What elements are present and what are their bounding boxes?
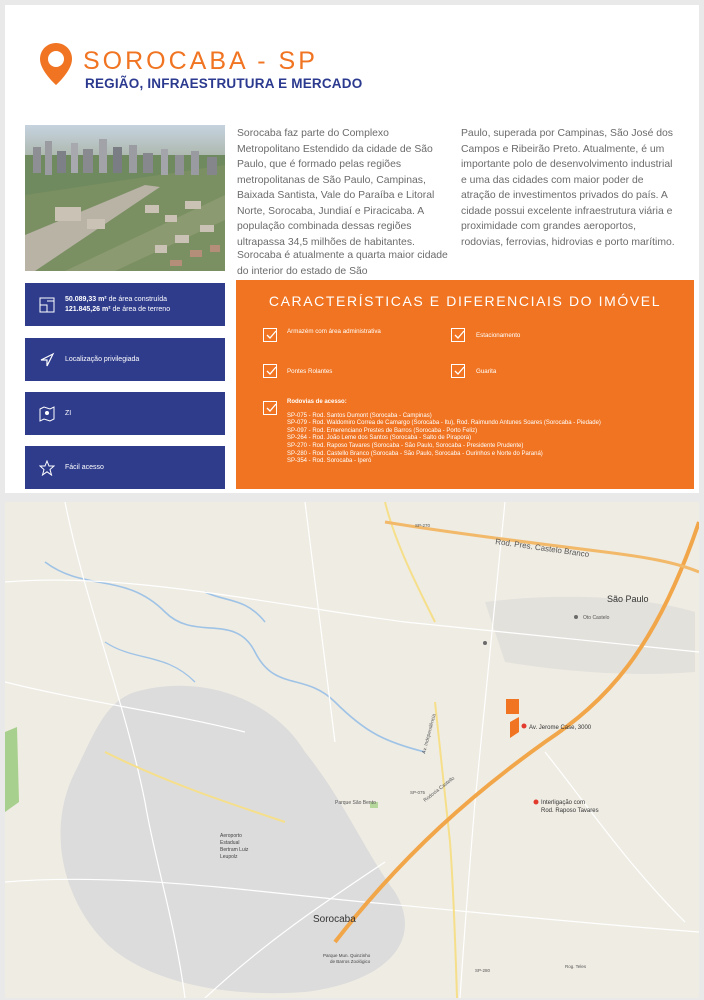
map-label-road: SP-270 <box>415 523 431 528</box>
access-roads-list <box>287 399 601 466</box>
navigation-arrow-icon <box>39 352 55 368</box>
road-item: SP-097 - Rod. Emerenciano Prestes de Barros (Sorocaba - Porto Feliz) <box>287 427 478 434</box>
features-title: CARACTERÍSTICAS E DIFERENCIAIS DO IMÓVEL <box>268 293 662 309</box>
floor-plan-icon <box>39 297 55 313</box>
area-land-value: 121.845,26 m² <box>65 305 111 313</box>
page-subtitle: REGIÃO, INFRAESTRUTURA E MERCADO <box>85 76 363 91</box>
map-label-airport: Leupolz <box>220 854 238 860</box>
map-label-bairro: Parque São Bento <box>335 800 376 806</box>
checkbox-icon <box>451 364 465 378</box>
zone-highlight-box <box>25 392 225 435</box>
map-label-parque: Parque Mun. Quinzinho <box>323 953 371 958</box>
road-item: SP-270 - Rod. Raposo Tavares (Sorocaba - São Paulo, Sorocaba - Presidente Prudente) <box>287 442 524 449</box>
checkbox-icon <box>263 328 277 342</box>
location-pin-icon <box>38 41 74 87</box>
checkbox-icon <box>263 401 277 415</box>
intro-paragraph-1: Sorocaba faz parte do Complexo Metropolitano Estendido da cidade de São Paulo, que é formado pelas regiões metropolitanas de São Paulo, Campinas, Baixada Santista, Vale do Paraíba e Litoral Norte, Sorocaba, Jundiaí e Piracicaba. A população combinada dessas regiões ultrapassa 34,5 milhões de habitantes. <box>237 128 435 248</box>
intro-paragraph-3: Paulo, superada por Campinas, São José dos Campos e Ribeirão Preto. Atualmente, é um importante polo de desenvolvimento industrial e uma das cidades com maior poder de atração de investimentos privados do país. A cidade possui excelente infraestrutura viária e proximidade com grandes aeroportos, rodovias, ferrovias, hidrovias e porto marítimo. <box>461 128 675 248</box>
region-map <box>5 502 699 998</box>
map-label-castelo: Rod. Pres. Castelo Branco <box>494 537 590 560</box>
brochure-page <box>5 5 699 493</box>
map-label-independencia: Av. Independência <box>421 713 438 755</box>
location-label: Localização privilegiada <box>65 355 140 363</box>
roads-title: Rodovias de acesso: <box>287 399 347 405</box>
map-label-airport: Aeroporto <box>220 833 242 839</box>
road-item: SP-354 - Rod. Sorocaba - Iperó <box>287 458 372 465</box>
zone-label: ZI <box>65 409 72 417</box>
area-land-label: de área de terreno <box>112 305 171 313</box>
map-label-engenheiro: Rodovia Castello <box>422 775 457 804</box>
road-item: SP-075 - Rod. Santos Dumont (Sorocaba - Campinas) <box>287 412 432 419</box>
map-label-road: SP-075 <box>410 790 426 795</box>
map-label-airport: Bertram Luiz <box>220 847 249 853</box>
map-label-rua: Rog. Teles <box>565 964 587 969</box>
road-item: SP-280 - Rod. Castello Branco (Sorocaba - São Paulo, Sorocaba - Ourinhos e Norte do Paraná) <box>287 450 543 457</box>
location-highlight-box <box>25 338 225 381</box>
access-highlight-box <box>25 446 225 489</box>
feature-item: Pontes Rolantes <box>287 368 333 375</box>
property-marker-icon <box>506 699 519 714</box>
feature-item: Armazém com área administrativa <box>287 328 381 335</box>
map-label-city: Sorocaba <box>313 914 356 925</box>
map-label-interchange-1: Interligação com <box>541 800 586 806</box>
road-item: SP-264 - Rod. João Leme dos Santos (Sorocaba - Salto de Pirapora) <box>287 435 472 442</box>
map-label-property: Av. Jerome Case, 3000 <box>529 725 592 731</box>
map-label-airport: Estadual <box>220 840 240 846</box>
area-built-label: de área construída <box>108 295 167 303</box>
checkbox-icon <box>263 364 277 378</box>
area-built-value: 50.089,33 m² <box>65 295 107 303</box>
road-item: SP-079 - Rod. Waldomiro Correa de Camargo (Sorocaba - Itu), Rod. Raimundo Antunes Soares (Sorocaba - Piedade) <box>287 420 601 427</box>
page-title: SOROCABA - SP <box>83 47 318 75</box>
star-icon <box>39 460 55 476</box>
features-panel <box>236 280 694 489</box>
feature-item: Guarita <box>476 368 497 375</box>
map-label-interchange-2: Rod. Raposo Tavares <box>541 808 599 814</box>
feature-item: Estacionamento <box>476 332 521 339</box>
map-label-parque: de Barros Zoológico <box>330 959 371 964</box>
access-label: Fácil acesso <box>65 463 104 471</box>
intro-paragraph-2: Sorocaba é atualmente a quarta maior cidade do interior do estado de São <box>237 250 448 277</box>
map-label-sao-paulo: São Paulo <box>607 594 649 604</box>
area-highlight-box <box>25 283 225 326</box>
map-label-city-small: Oto Castelo <box>583 615 610 621</box>
map-pin-icon <box>39 406 55 422</box>
aerial-city-photo <box>25 125 225 271</box>
checkbox-icon <box>451 328 465 342</box>
map-label-road: SP-280 <box>475 968 491 973</box>
